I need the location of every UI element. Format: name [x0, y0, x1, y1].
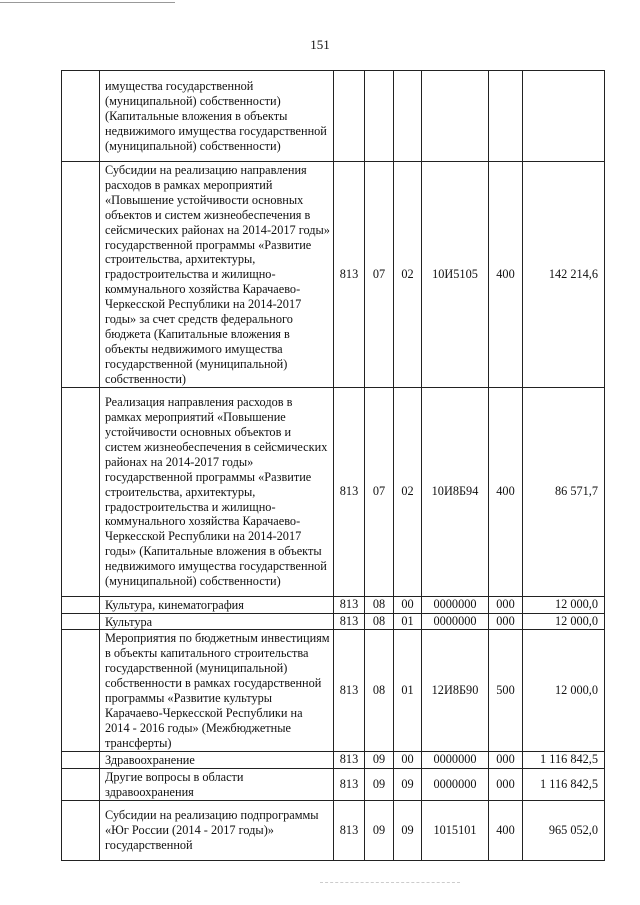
- row-description: имущества государственной (муниципальной) собственности) (Капитальные вложения в объекты недвижимого имущества государственной (муниципальной) собственности): [100, 71, 334, 162]
- row-number-cell: [62, 596, 100, 613]
- scan-artifact-line: [320, 882, 460, 883]
- table-row: [62, 387, 605, 596]
- ministry-code: 813: [334, 596, 365, 613]
- row-number-cell: [62, 71, 100, 162]
- amount-value: [523, 71, 605, 162]
- section-code: 09: [365, 751, 394, 768]
- row-number-cell: [62, 162, 100, 388]
- expense-type-code: 400: [489, 800, 523, 860]
- scan-edge-line: [0, 2, 175, 3]
- subsection-code: [394, 71, 422, 162]
- subsection-code: 09: [394, 800, 422, 860]
- table-row: [62, 71, 605, 162]
- section-code: 08: [365, 596, 394, 613]
- target-article-code: 1015101: [422, 800, 489, 860]
- row-description: Другие вопросы в области здравоохранения: [100, 768, 334, 800]
- row-description: Здравоохранение: [100, 751, 334, 768]
- ministry-code: 813: [334, 800, 365, 860]
- row-description: Культура, кинематография: [100, 596, 334, 613]
- section-code: 09: [365, 768, 394, 800]
- table-row: [62, 768, 605, 800]
- amount-value: 965 052,0: [523, 800, 605, 860]
- target-article-code: 0000000: [422, 613, 489, 630]
- target-article-code: 10И5105: [422, 162, 489, 388]
- section-code: 08: [365, 613, 394, 630]
- target-article-code: 0000000: [422, 751, 489, 768]
- target-article-code: 0000000: [422, 768, 489, 800]
- row-number-cell: [62, 387, 100, 596]
- section-code: 09: [365, 800, 394, 860]
- section-code: 07: [365, 162, 394, 388]
- target-article-code: [422, 71, 489, 162]
- expense-type-code: 000: [489, 751, 523, 768]
- expense-type-code: 000: [489, 613, 523, 630]
- ministry-code: 813: [334, 768, 365, 800]
- subsection-code: 09: [394, 768, 422, 800]
- ministry-code: 813: [334, 613, 365, 630]
- subsection-code: 01: [394, 613, 422, 630]
- ministry-code: 813: [334, 630, 365, 751]
- subsection-code: 00: [394, 751, 422, 768]
- amount-value: 142 214,6: [523, 162, 605, 388]
- expense-type-code: 000: [489, 768, 523, 800]
- target-article-code: 0000000: [422, 596, 489, 613]
- amount-value: 12 000,0: [523, 613, 605, 630]
- amount-value: 1 116 842,5: [523, 751, 605, 768]
- section-code: [365, 71, 394, 162]
- target-article-code: 10И8Б94: [422, 387, 489, 596]
- page-number: 151: [310, 37, 330, 52]
- row-number-cell: [62, 751, 100, 768]
- expense-type-code: 400: [489, 387, 523, 596]
- subsection-code: 00: [394, 596, 422, 613]
- subsection-code: 01: [394, 630, 422, 751]
- row-description: Субсидии на реализацию направления расходов в рамках мероприятий «Повышение устойчивости основных объектов и систем жизнеобеспечения в сейсмических районах на 2014-2017 годы» государственной программы «Развитие строительства, архитектуры, градостроительства и жилищно-коммунального хозяйства Карачаево-Черкесской Республики на 2014-2017 годы» за счет средств федерального бюджета (Капитальные вложения в объекты недвижимого имущества государственной (муниципальной) собственности): [100, 162, 334, 388]
- amount-value: 86 571,7: [523, 387, 605, 596]
- table-row: [62, 162, 605, 388]
- target-article-code: 12И8Б90: [422, 630, 489, 751]
- table-row: [62, 613, 605, 630]
- row-number-cell: [62, 768, 100, 800]
- amount-value: 1 116 842,5: [523, 768, 605, 800]
- table-row: [62, 800, 605, 860]
- row-description: Реализация направления расходов в рамках мероприятий «Повышение устойчивости основных объектов и систем жизнеобеспечения в сейсмических районах на 2014-2017 годы» государственной программы «Развитие строительства, архитектуры, градостроительства и жилищно-коммунального хозяйства Карачаево-Черкесской Республики на 2014-2017 годы» (Капитальные вложения в объекты недвижимого имущества государственной (муниципальной) собственности): [100, 387, 334, 596]
- expense-type-code: 000: [489, 596, 523, 613]
- row-description: Субсидии на реализацию подпрограммы «Юг России (2014 - 2017 годы)» государственной: [100, 800, 334, 860]
- row-number-cell: [62, 630, 100, 751]
- amount-value: 12 000,0: [523, 630, 605, 751]
- row-number-cell: [62, 613, 100, 630]
- ministry-code: 813: [334, 387, 365, 596]
- row-description: Культура: [100, 613, 334, 630]
- subsection-code: 02: [394, 387, 422, 596]
- expense-type-code: 400: [489, 162, 523, 388]
- budget-table: [61, 70, 605, 861]
- row-number-cell: [62, 800, 100, 860]
- table-row: [62, 630, 605, 751]
- expense-type-code: 500: [489, 630, 523, 751]
- row-description: Мероприятия по бюджетным инвестициям в объекты капитального строительства государственной (муниципальной) собственности в рамках государственной программы «Развитие культуры Карачаево-Черкесской Республики на 2014 - 2016 годы» (Межбюджетные трансферты): [100, 630, 334, 751]
- ministry-code: [334, 71, 365, 162]
- amount-value: 12 000,0: [523, 596, 605, 613]
- table-row: [62, 751, 605, 768]
- section-code: 08: [365, 630, 394, 751]
- ministry-code: 813: [334, 751, 365, 768]
- table-row: [62, 596, 605, 613]
- ministry-code: 813: [334, 162, 365, 388]
- expense-type-code: [489, 71, 523, 162]
- subsection-code: 02: [394, 162, 422, 388]
- section-code: 07: [365, 387, 394, 596]
